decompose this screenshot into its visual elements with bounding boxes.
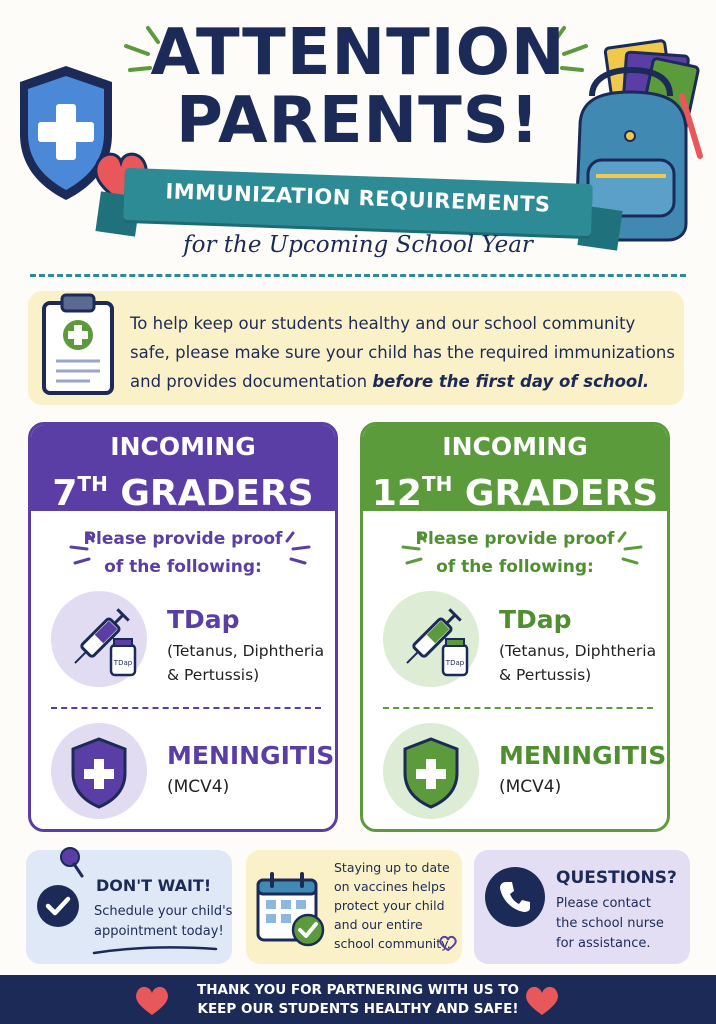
card-7th-incoming: INCOMING bbox=[110, 432, 256, 461]
card-12th-meningitis-desc: (MCV4) bbox=[499, 777, 562, 797]
shield-cross-icon bbox=[383, 723, 479, 819]
card-12th-header bbox=[363, 425, 667, 514]
vial-label: TDap bbox=[113, 659, 133, 667]
intro-emphasis: before the first day of school. bbox=[372, 372, 650, 391]
card-12th-tdap-name: TDap bbox=[499, 605, 572, 634]
intro-text: To help keep our students healthy and our school community safe, please make sure your child has the required immunizations and provides documentation before the first day of school. bbox=[130, 314, 675, 391]
card-7th-separator bbox=[51, 707, 321, 709]
card-7th-proof: Please provide proof of the following: bbox=[83, 529, 283, 577]
card-7th-grade-title: 7TH GRADERS bbox=[52, 472, 314, 514]
dont-wait-text: Schedule your child's appointment today! bbox=[94, 904, 233, 939]
stay-up-to-date-text: Staying up to date on vaccines helps protect your child and our entire school community. bbox=[334, 860, 451, 951]
title-parents: PARENTS! bbox=[175, 84, 541, 158]
ribbon-text: IMMUNIZATION REQUIREMENTS bbox=[165, 179, 551, 217]
phone-icon bbox=[484, 866, 546, 928]
card-7th-graders bbox=[28, 422, 338, 832]
footer-thank-you: THANK YOU FOR PARTNERING WITH US TO KEEP OUR STUDENTS HEALTHY AND SAFE! bbox=[197, 982, 519, 1017]
card-7th-header bbox=[31, 425, 335, 514]
pushpin-icon bbox=[56, 846, 86, 878]
dont-wait-title: DON'T WAIT! bbox=[96, 876, 212, 895]
card-12th-graders bbox=[360, 422, 670, 832]
questions-title: QUESTIONS? bbox=[556, 868, 677, 888]
card-12th-incoming: INCOMING bbox=[442, 432, 588, 461]
card-12th-tdap-desc: (Tetanus, Diphtheria & Pertussis) bbox=[499, 642, 657, 684]
questions-text: Please contact the school nurse for assistance. bbox=[556, 896, 664, 951]
card-7th-meningitis-desc: (MCV4) bbox=[167, 777, 230, 797]
syringe-icon bbox=[383, 591, 479, 687]
title-attention: ATTENTION bbox=[150, 16, 566, 90]
card-12th-meningitis-name: MENINGITIS bbox=[499, 741, 667, 770]
subtitle: for the Upcoming School Year bbox=[183, 232, 533, 258]
vial-label: TDap bbox=[445, 659, 465, 667]
card-12th-proof: Please provide proof of the following: bbox=[415, 529, 615, 577]
card-7th-meningitis-name: MENINGITIS bbox=[167, 741, 335, 770]
clipboard-icon bbox=[38, 293, 120, 399]
calendar-check-icon bbox=[254, 870, 328, 950]
card-12th-grade-title: 12TH GRADERS bbox=[371, 472, 659, 514]
card-7th-tdap-desc: (Tetanus, Diphtheria & Pertussis) bbox=[167, 642, 325, 684]
syringe-icon bbox=[51, 591, 147, 687]
checkmark-circle-icon bbox=[36, 884, 80, 928]
section-divider bbox=[30, 274, 686, 277]
card-12th-separator bbox=[383, 707, 653, 709]
small-heart-icon bbox=[438, 934, 458, 952]
underline-swoosh bbox=[92, 944, 218, 956]
shield-cross-icon bbox=[51, 723, 147, 819]
card-7th-tdap-name: TDap bbox=[167, 605, 240, 634]
